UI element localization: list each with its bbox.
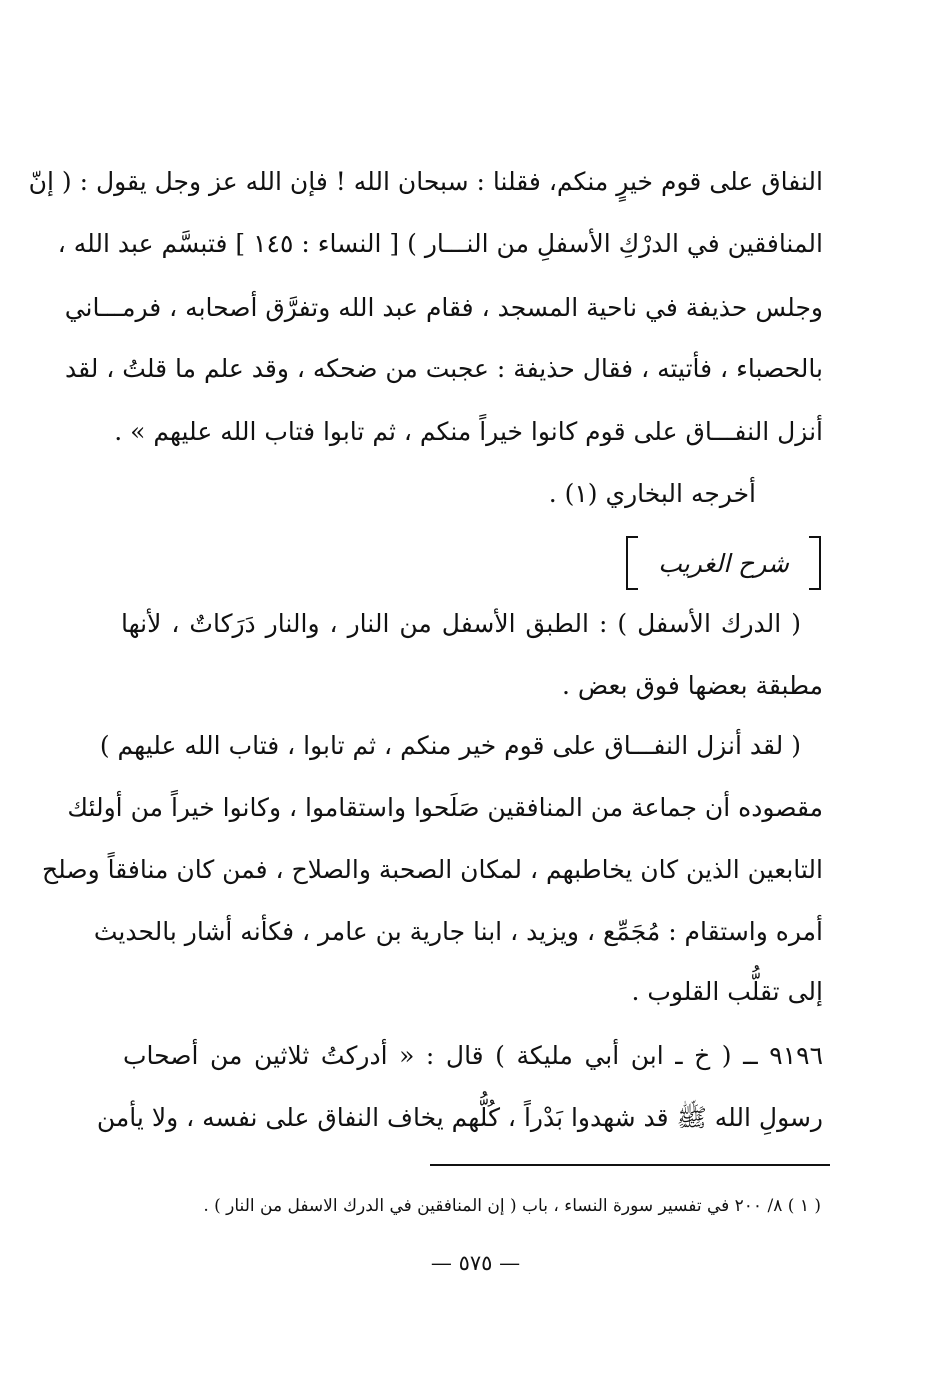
text-line-1: النفاق على قوم خيرٍ منكم، فقلنا : سبحان الله ! فإن الله عز وجل يقول : ( إنّ <box>28 167 823 196</box>
gloss-line-1: ( الدرك الأسفل ) : الطبق الأسفل من النار ، والنار دَرَكاتٌ ، لأنها <box>121 609 801 638</box>
hadith-line-2: رسولِ الله ﷺ قد شهدوا بَدْراً ، كُلُّهم يخاف النفاق على نفسه ، ولا يأمن <box>96 1103 823 1132</box>
gloss-line-6: أمره واستقام : مُجَمِّع ، ويزيد ، ابنا جارية بن عامر ، فكأنه أشار بالحديث <box>93 917 823 946</box>
source-line: أخرجه البخاري (١) . <box>548 479 756 508</box>
text-line-4: بالحصباء ، فأتيته ، فقال حذيفة : عجبت من ضحكه ، وقد علم ما قلتُ ، لقد <box>64 354 823 383</box>
bracket-right <box>809 536 821 590</box>
hadith-line-1: ٩١٩٦ ــ ( خ ـ ابن أبي مليكة ) قال : « أدركتُ ثلاثين من أصحاب <box>123 1041 823 1070</box>
text-line-5: أنزل النفـــاق على قوم كانوا خيراً منكم ، ثم تابوا فتاب الله عليهم » . <box>114 417 823 446</box>
gloss-line-5: التابعين الذين كان يخاطبهم ، لمكان الصحبة والصلاح ، فمن كان منافقاً وصلح <box>41 855 823 884</box>
gloss-line-3: ( لقد أنزل النفـــاق على قوم خير منكم ، ثم تابوا ، فتاب الله عليهم ) <box>99 731 801 760</box>
page-number: — ٥٧٥ — <box>430 1251 521 1275</box>
text-line-3: وجلس حذيفة في ناحية المسجد ، فقام عبد الله وتفرَّق أصحابه ، فرمـــاني <box>64 293 823 322</box>
text-line-2: المنافقين في الدرْكِ الأسفلِ من النـــار ) [ النساء : ١٤٥ ] فتبسَّم عبد الله ، <box>57 229 823 258</box>
gloss-line-2: مطبقة بعضها فوق بعض . <box>562 671 823 700</box>
footnote-separator <box>430 1164 830 1166</box>
footnote: ( ١ ) ٨/ ٢٠٠ في تفسير سورة النساء ، باب ( إن المنافقين في الدرك الاسفل من النار ) . <box>203 1196 821 1216</box>
gloss-line-7: إلى تقلُّب القلوب . <box>631 977 823 1006</box>
heading-text: شرح الغريب <box>658 549 789 578</box>
bracket-left <box>626 536 638 590</box>
gloss-line-4: مقصوده أن جماعة من المنافقين صَلَحوا واستقاموا ، وكانوا خيراً من أولئك <box>67 793 823 822</box>
section-heading <box>626 536 821 592</box>
